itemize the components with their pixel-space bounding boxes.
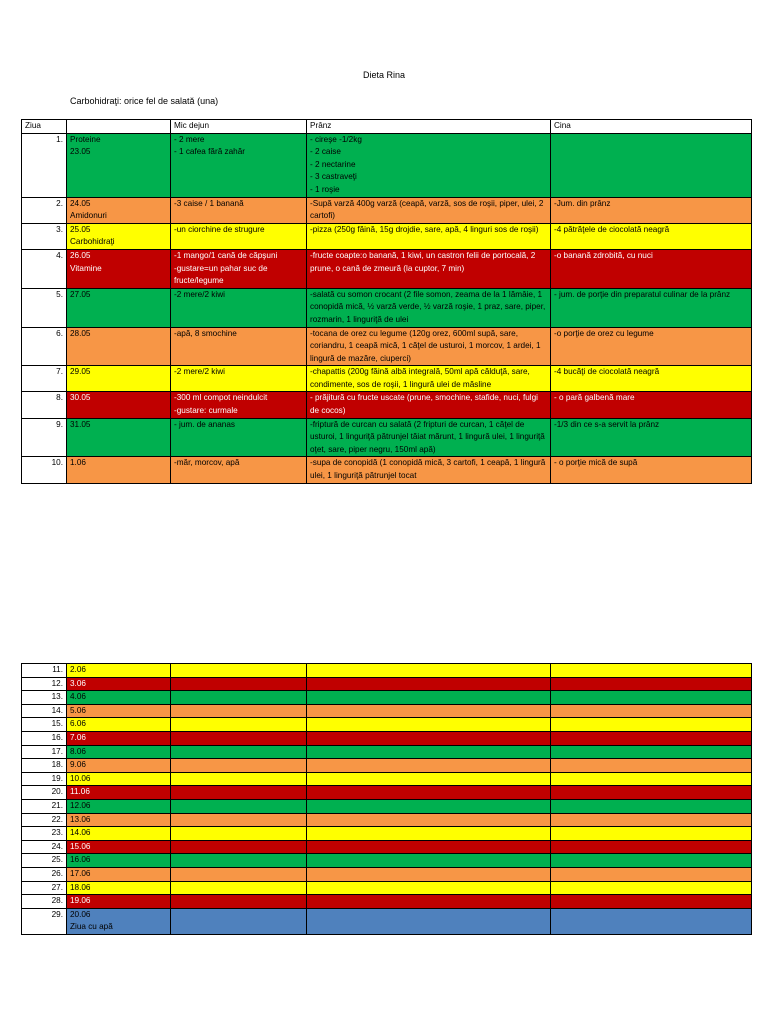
cina-cell bbox=[551, 704, 752, 718]
mic-dejun-cell: -apă, 8 smochine bbox=[171, 327, 307, 366]
mic-dejun-cell bbox=[171, 772, 307, 786]
day-number: 7. bbox=[22, 366, 67, 392]
mic-dejun-cell bbox=[171, 745, 307, 759]
pranz-cell bbox=[307, 745, 551, 759]
date-cell: 13.06 bbox=[67, 813, 171, 827]
cina-cell bbox=[551, 133, 752, 197]
date-cell: 15.06 bbox=[67, 840, 171, 854]
pranz-cell: -pizza (250g făină, 15g drojdie, sare, apă, 4 linguri sos de roşii) bbox=[307, 223, 551, 249]
cina-cell bbox=[551, 840, 752, 854]
table-row bbox=[22, 895, 752, 909]
table-row bbox=[22, 854, 752, 868]
cina-cell: - o pară galbenă mare bbox=[551, 392, 752, 418]
table-row bbox=[22, 718, 752, 732]
cina-cell bbox=[551, 786, 752, 800]
table-row bbox=[22, 908, 752, 934]
cina-cell bbox=[551, 799, 752, 813]
pranz-cell bbox=[307, 827, 551, 841]
day-number: 3. bbox=[22, 223, 67, 249]
cina-cell bbox=[551, 691, 752, 705]
table-row bbox=[22, 366, 752, 392]
date-cell: 31.05 bbox=[67, 418, 171, 457]
cina-cell bbox=[551, 664, 752, 678]
mic-dejun-cell: -2 mere/2 kiwi bbox=[171, 288, 307, 327]
date-cell: 5.06 bbox=[67, 704, 171, 718]
date-cell: 14.06 bbox=[67, 827, 171, 841]
day-number: 15. bbox=[22, 718, 67, 732]
cina-cell: -4 pătrăţele de ciocolată neagră bbox=[551, 223, 752, 249]
header-cina: Cina bbox=[551, 120, 752, 134]
day-number: 8. bbox=[22, 392, 67, 418]
table-row bbox=[22, 867, 752, 881]
mic-dejun-cell: - jum. de ananas bbox=[171, 418, 307, 457]
table-row bbox=[22, 813, 752, 827]
date-cell: 10.06 bbox=[67, 772, 171, 786]
pranz-cell: -salată cu somon crocant (2 file somon, zeama de la 1 lămâie, 1 conopidă mică, ½ varză verde, ½ varză roşie, 1 praz, sare, piper, rozmarin, 1 linguriţă de ulei bbox=[307, 288, 551, 327]
pranz-cell: -fructe coapte:o banană, 1 kiwi, un castron felii de portocală, 2 prune, o cană de zmeură (la cuptor, 7 min) bbox=[307, 249, 551, 288]
pranz-cell bbox=[307, 704, 551, 718]
table-row bbox=[22, 197, 752, 223]
mic-dejun-cell bbox=[171, 691, 307, 705]
pranz-cell bbox=[307, 718, 551, 732]
pranz-cell: -chapattis (200g făină albă integrală, 50ml apă călduţă, sare, condimente, sos de roşii, 1 lingură ulei de măsline bbox=[307, 366, 551, 392]
date-cell: 4.06 bbox=[67, 691, 171, 705]
day-number: 16. bbox=[22, 731, 67, 745]
mic-dejun-cell: -măr, morcov, apă bbox=[171, 457, 307, 483]
day-number: 27. bbox=[22, 881, 67, 895]
cina-cell bbox=[551, 718, 752, 732]
day-number: 12. bbox=[22, 677, 67, 691]
cina-cell: -o porţie de orez cu legume bbox=[551, 327, 752, 366]
date-cell: Proteine 23.05 bbox=[67, 133, 171, 197]
mic-dejun-cell bbox=[171, 786, 307, 800]
day-number: 13. bbox=[22, 691, 67, 705]
mic-dejun-cell bbox=[171, 840, 307, 854]
header-row bbox=[22, 120, 752, 134]
table-row bbox=[22, 759, 752, 773]
mic-dejun-cell bbox=[171, 664, 307, 678]
diet-table-continued bbox=[21, 663, 752, 935]
mic-dejun-cell bbox=[171, 881, 307, 895]
mic-dejun-cell: -un ciorchine de strugure bbox=[171, 223, 307, 249]
table-row bbox=[22, 840, 752, 854]
mic-dejun-cell: -300 ml compot neindulcit -gustare: curmale bbox=[171, 392, 307, 418]
day-number: 26. bbox=[22, 867, 67, 881]
day-number: 4. bbox=[22, 249, 67, 288]
date-cell: 2.06 bbox=[67, 664, 171, 678]
table-row bbox=[22, 392, 752, 418]
day-number: 1. bbox=[22, 133, 67, 197]
mic-dejun-cell bbox=[171, 799, 307, 813]
pranz-cell bbox=[307, 895, 551, 909]
mic-dejun-cell: -2 mere/2 kiwi bbox=[171, 366, 307, 392]
day-number: 23. bbox=[22, 827, 67, 841]
header-mic-dejun: Mic dejun bbox=[171, 120, 307, 134]
table-row bbox=[22, 133, 752, 197]
table-row bbox=[22, 799, 752, 813]
day-number: 5. bbox=[22, 288, 67, 327]
pranz-cell bbox=[307, 867, 551, 881]
mic-dejun-cell bbox=[171, 867, 307, 881]
date-cell: 19.06 bbox=[67, 895, 171, 909]
pranz-cell: -tocana de orez cu legume (120g orez, 600ml supă, sare, coriandru, 1 ceapă mică, 1 căţel de usturoi, 1 morcov, 1 ardei, 1 lingură de mazăre, ciuperci) bbox=[307, 327, 551, 366]
mic-dejun-cell bbox=[171, 731, 307, 745]
table-row bbox=[22, 457, 752, 483]
table-row bbox=[22, 677, 752, 691]
date-cell: 28.05 bbox=[67, 327, 171, 366]
mic-dejun-cell bbox=[171, 827, 307, 841]
date-cell: 1.06 bbox=[67, 457, 171, 483]
mic-dejun-cell bbox=[171, 813, 307, 827]
cina-cell bbox=[551, 731, 752, 745]
day-number: 22. bbox=[22, 813, 67, 827]
cina-cell bbox=[551, 772, 752, 786]
cina-cell bbox=[551, 813, 752, 827]
day-number: 28. bbox=[22, 895, 67, 909]
day-number: 11. bbox=[22, 664, 67, 678]
day-number: 25. bbox=[22, 854, 67, 868]
date-cell: 29.05 bbox=[67, 366, 171, 392]
table-row bbox=[22, 881, 752, 895]
date-cell: 9.06 bbox=[67, 759, 171, 773]
cina-cell: -4 bucăţi de ciocolată neagră bbox=[551, 366, 752, 392]
pranz-cell bbox=[307, 759, 551, 773]
cina-cell: -Jum. din prânz bbox=[551, 197, 752, 223]
mic-dejun-cell: -1 mango/1 cană de căpşuni -gustare=un pahar suc de fructe/legume bbox=[171, 249, 307, 288]
cina-cell: -o banană zdrobită, cu nuci bbox=[551, 249, 752, 288]
pranz-cell bbox=[307, 840, 551, 854]
day-number: 18. bbox=[22, 759, 67, 773]
table-row bbox=[22, 249, 752, 288]
mic-dejun-cell bbox=[171, 704, 307, 718]
cina-cell bbox=[551, 867, 752, 881]
pranz-cell bbox=[307, 691, 551, 705]
pranz-cell: -friptură de curcan cu salată (2 fripturi de curcan, 1 căţel de usturoi, 1 linguriţă pătrunjel tăiat mărunt, 1 lingură ulei, 1 linguriţă oţet, sare, piper negru, 150ml apă) bbox=[307, 418, 551, 457]
mic-dejun-cell: -3 caise / 1 banană bbox=[171, 197, 307, 223]
day-number: 29. bbox=[22, 908, 67, 934]
pranz-cell: - prăjitură cu fructe uscate (prune, smochine, stafide, nuci, fulgi de cocos) bbox=[307, 392, 551, 418]
mic-dejun-cell bbox=[171, 908, 307, 934]
date-cell: 25.05 Carbohidraţi bbox=[67, 223, 171, 249]
date-cell: 17.06 bbox=[67, 867, 171, 881]
pranz-cell: -Supă varză 400g varză (ceapă, varză, sos de roşii, piper, ulei, 2 cartofi) bbox=[307, 197, 551, 223]
header-ziua: Ziua bbox=[22, 120, 67, 134]
cina-cell bbox=[551, 895, 752, 909]
table-row bbox=[22, 664, 752, 678]
pranz-cell: - cireşe -1/2kg - 2 caise - 2 nectarine - 3 castraveţi - 1 roşie bbox=[307, 133, 551, 197]
date-cell: 6.06 bbox=[67, 718, 171, 732]
day-number: 14. bbox=[22, 704, 67, 718]
pranz-cell bbox=[307, 908, 551, 934]
mic-dejun-cell bbox=[171, 718, 307, 732]
date-cell: 24.05 Amidonuri bbox=[67, 197, 171, 223]
day-number: 21. bbox=[22, 799, 67, 813]
date-cell: 18.06 bbox=[67, 881, 171, 895]
day-number: 20. bbox=[22, 786, 67, 800]
mic-dejun-cell bbox=[171, 895, 307, 909]
cina-cell: - o porţie mică de supă bbox=[551, 457, 752, 483]
date-cell: 7.06 bbox=[67, 731, 171, 745]
day-number: 24. bbox=[22, 840, 67, 854]
pranz-cell bbox=[307, 772, 551, 786]
date-cell: 16.06 bbox=[67, 854, 171, 868]
table-row bbox=[22, 772, 752, 786]
cina-cell bbox=[551, 854, 752, 868]
date-cell: 8.06 bbox=[67, 745, 171, 759]
cina-cell bbox=[551, 908, 752, 934]
date-cell: 26.05 Vitamine bbox=[67, 249, 171, 288]
mic-dejun-cell: - 2 mere - 1 cafea fără zahăr bbox=[171, 133, 307, 197]
date-cell: 12.06 bbox=[67, 799, 171, 813]
table-row bbox=[22, 786, 752, 800]
day-number: 2. bbox=[22, 197, 67, 223]
table-row bbox=[22, 223, 752, 249]
pranz-cell bbox=[307, 664, 551, 678]
table-row bbox=[22, 691, 752, 705]
table-row bbox=[22, 745, 752, 759]
table-row bbox=[22, 327, 752, 366]
mic-dejun-cell bbox=[171, 854, 307, 868]
cina-cell bbox=[551, 759, 752, 773]
table-row bbox=[22, 731, 752, 745]
pranz-cell bbox=[307, 786, 551, 800]
day-number: 10. bbox=[22, 457, 67, 483]
pranz-cell bbox=[307, 854, 551, 868]
cina-cell: -1/3 din ce s-a servit la prânz bbox=[551, 418, 752, 457]
pranz-cell bbox=[307, 813, 551, 827]
cina-cell bbox=[551, 745, 752, 759]
date-cell: 20.06 Ziua cu apă bbox=[67, 908, 171, 934]
day-number: 19. bbox=[22, 772, 67, 786]
header-date bbox=[67, 120, 171, 134]
day-number: 6. bbox=[22, 327, 67, 366]
table-row bbox=[22, 704, 752, 718]
table-row bbox=[22, 288, 752, 327]
cina-cell: - jum. de porţie din preparatul culinar de la prânz bbox=[551, 288, 752, 327]
pranz-cell: -supa de conopidă (1 conopidă mică, 3 cartofi, 1 ceapă, 1 lingură ulei, 1 linguriţă pătrunjel tocat bbox=[307, 457, 551, 483]
cina-cell bbox=[551, 827, 752, 841]
table-row bbox=[22, 418, 752, 457]
date-cell: 27.05 bbox=[67, 288, 171, 327]
mic-dejun-cell bbox=[171, 677, 307, 691]
page-subtitle: Carbohidraţi: orice fel de salată (una) bbox=[70, 96, 219, 106]
header-pranz: Prânz bbox=[307, 120, 551, 134]
date-cell: 30.05 bbox=[67, 392, 171, 418]
cina-cell bbox=[551, 677, 752, 691]
pranz-cell bbox=[307, 677, 551, 691]
date-cell: 3.06 bbox=[67, 677, 171, 691]
table-row bbox=[22, 827, 752, 841]
diet-table-main bbox=[21, 119, 752, 484]
day-number: 17. bbox=[22, 745, 67, 759]
page-title: Dieta Rina bbox=[362, 70, 406, 80]
cina-cell bbox=[551, 881, 752, 895]
pranz-cell bbox=[307, 881, 551, 895]
date-cell: 11.06 bbox=[67, 786, 171, 800]
pranz-cell bbox=[307, 799, 551, 813]
day-number: 9. bbox=[22, 418, 67, 457]
pranz-cell bbox=[307, 731, 551, 745]
mic-dejun-cell bbox=[171, 759, 307, 773]
